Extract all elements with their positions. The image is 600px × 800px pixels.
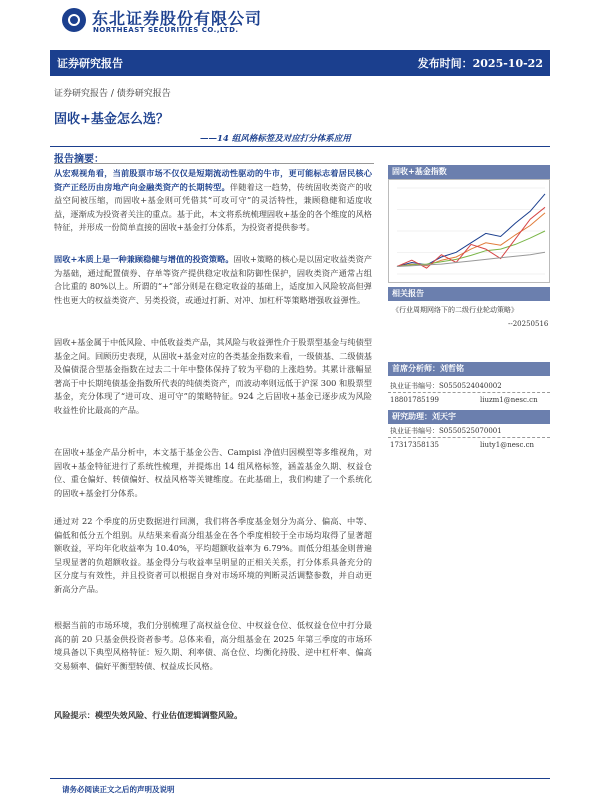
company-logo-icon bbox=[62, 8, 86, 32]
related-report-date: --20250516 bbox=[508, 320, 549, 328]
analyst1-email[interactable]: liuzm1@nesc.cn bbox=[480, 396, 538, 404]
chart-series-line-2 bbox=[397, 213, 545, 267]
analyst2-email[interactable]: liuty1@nesc.cn bbox=[480, 441, 535, 449]
footer-disclaimer: 请务必阅读正文之后的声明及说明 bbox=[62, 785, 175, 794]
summary-paragraph-5: 通过对 22 个季度的历史数据进行回测，我们将各季度基金划分为高分、偏高、中等、偏低和低分五个组别。从结果来看高分组基金在各个季度相较于全市场均取得了显著超额收益，平均年化收益率为 10.40%，平均超额收益率为 6.79%。而低分组基金则普遍呈现显著的负超额收益。基金得分与收益率呈明显的正相关关系，打分体系具备充分的区分度与有效性，并且投资者可以根据自身对市场环境的判断灵活调整参数，并自动更新高分产品。 bbox=[54, 516, 372, 594]
summary-heading: 报告摘要： bbox=[54, 154, 104, 165]
index-chart-svg bbox=[389, 180, 551, 284]
index-chart bbox=[388, 179, 550, 283]
analyst1-cert: 执业证书编号：S0550524040002 bbox=[390, 382, 502, 390]
footer-divider bbox=[50, 778, 550, 779]
summary-paragraph-6: 根据当前的市场环境，我们分别梳理了高权益仓位、中权益仓位、低权益仓位中打分最高的前 20 只基金供投资者参考。总体来看，高分组基金在 2025 年第三季度的市场环境具备以下典型风格特征：短久期、利率债、高仓位、均衡化持股、逆中杠杆率、偏高交易频率、偏好平衡型转债、权益成长风格。 bbox=[54, 620, 372, 671]
chart-series-line-4 bbox=[397, 207, 545, 268]
page-subtitle: ——14 组风格标签及对应打分体系应用 bbox=[200, 134, 351, 144]
summary-divider bbox=[54, 163, 374, 164]
report-type-label: 证券研究报告 bbox=[57, 57, 123, 70]
analyst2-cert: 执业证书编号：S0550525070001 bbox=[390, 427, 502, 435]
summary-paragraph-4: 在固收+基金产品分析中，本文基于基金公告、Campisi 净值归因模型等多维视角，对固收+基金特征进行了系统性梳理，并提炼出 14 组风格标签，涵盖基金久期、权益仓位、重仓偏好、转债偏好、权益风格等关键维度。在此基础上，我们构建了一个系统化的固收+基金打分体系。 bbox=[54, 447, 372, 498]
analyst2-phone: 17317358135 bbox=[390, 441, 439, 449]
analyst1-divider bbox=[388, 392, 550, 393]
related-header: 相关报告 bbox=[392, 288, 424, 298]
title-divider bbox=[50, 146, 550, 147]
analyst2-divider bbox=[388, 437, 550, 438]
summary-paragraph-1: 从宏观视角看，当前股票市场不仅仅是短期流动性驱动的牛市，更可能标志着居民核心资产正经历由房地产向金融类资产的长期转型。伴随着这一趋势，传统固收类资产的收益空间被压缩，而固收+基金则可凭借其“可攻可守”的灵活特性，兼顾稳健和适度收益，逐渐成为投资者关注的重点。基于此，本文将系统梳理固收+基金的各个维度的风格特征，并形成一份简单直接的固收+基金打分体系，为投资者提供参考。 bbox=[54, 168, 372, 232]
publish-date: 发布时间：2025-10-22 bbox=[417, 57, 543, 70]
company-name-cn: 东北证券股份有限公司 bbox=[92, 9, 263, 28]
analyst1-name: 首席分析师：刘哲铭 bbox=[392, 363, 464, 373]
company-name-en: NORTHEAST SECURITIES CO.,LTD. bbox=[93, 26, 239, 34]
related-report-title[interactable]: 《行业周期网络下的二级行业轮动策略》 bbox=[392, 306, 518, 314]
analyst1-phone: 18801785199 bbox=[390, 396, 439, 404]
chart-title: 固收+基金指数 bbox=[392, 166, 447, 176]
analyst2-name: 研究助理：刘天宇 bbox=[392, 411, 456, 421]
page-title: 固收+基金怎么选？ bbox=[54, 112, 169, 127]
breadcrumb: 证券研究报告 / 债券研究报告 bbox=[54, 89, 171, 99]
summary-paragraph-3: 固收+基金属于中低风险、中低收益类产品，其风险与收益弹性介于股票型基金与纯债型基金之间。回顾历史表现，从固收+基金对应的各类基金指数来看，一级债基、二级债基及偏债混合型基金指数在过去二十年中整体保持了较为平稳的上涨趋势。其累计涨幅显著高于中长期纯债基金指数所代表的纯债类资产，而波动率则远低于沪深 300 和股票型基金，充分体现了“进可攻、退可守”的策略特征。924 之后固收+基金已逐步成为风险收益性价比最高的产品。 bbox=[54, 337, 372, 415]
risk-warning: 风险提示：模型失效风险、行业估值逻辑调整风险。 bbox=[54, 710, 243, 720]
summary-paragraph-2: 固收+本质上是一种兼顾稳健与增值的投资策略。固收+策略的核心是以固定收益类资产为基础，通过配置债券、存单等资产提供稳定收益和防御性保护，固收类资产通常占组合比重的 80%以上。所谓的“+”部分则是在稳定收益的基础上，适度加入风险较高但弹性也更大的权益类资产、另类投资，或通过打新、对冲、加杠杆等策略增强收益弹性。 bbox=[54, 254, 372, 305]
